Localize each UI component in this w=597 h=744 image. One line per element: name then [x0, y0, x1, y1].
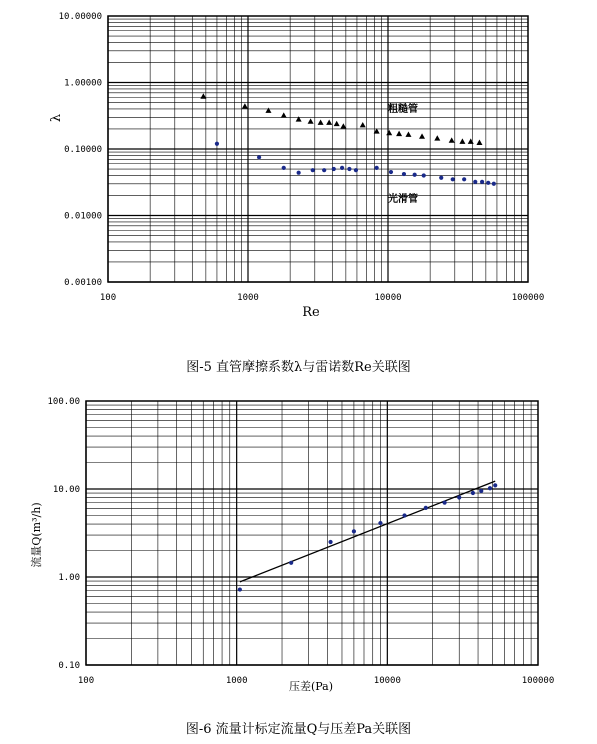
- fig1-series1-point: [439, 176, 443, 180]
- fig1-series1-point: [402, 172, 406, 176]
- fig2-caption: 图-6 流量计标定流量Q与压差Pa关联图: [185, 722, 412, 737]
- fig1-series1-point: [215, 142, 219, 146]
- fig1-ticks: [59, 12, 545, 303]
- fig1-series1-point: [354, 168, 358, 172]
- fig1-series0-point: [242, 103, 248, 108]
- fig2-series0-point: [443, 501, 447, 505]
- fig1-series1-point: [297, 171, 301, 175]
- fig1-series-label-smooth: 光滑管: [388, 194, 418, 205]
- fig2-xtick-label: 100: [77, 676, 95, 686]
- fig1-series0-point: [459, 138, 465, 143]
- fig1-series1-point: [462, 177, 466, 181]
- fig2-plot-frame: [86, 401, 538, 665]
- fig1-series-label-rough: 粗糙管: [388, 104, 418, 115]
- fig1-series1-point: [322, 168, 326, 172]
- fig2-series0-point: [352, 529, 356, 533]
- fig1-series1-point: [486, 181, 490, 185]
- fig1-ylabel: λ: [49, 113, 64, 123]
- fig1-series1-point: [451, 177, 455, 181]
- fig1-series1-point: [311, 168, 315, 172]
- fig1-series1-point: [480, 180, 484, 184]
- fig1-ytick-label: 0.01000: [64, 211, 102, 222]
- fig2-fit-line: [240, 481, 495, 582]
- fig1-marks: [200, 93, 496, 186]
- fig1-xtick-label: 1000: [237, 293, 259, 303]
- fig1-series0-point: [468, 138, 474, 143]
- fig1-ytick-label: 10.00000: [58, 12, 102, 22]
- fig1-series0-point: [405, 132, 411, 137]
- fig2-series0-point: [402, 513, 406, 517]
- fig2-ytick-label: 1.00: [58, 573, 80, 583]
- fig2-xtick-label: 1000: [225, 676, 248, 686]
- fig1-series1-point: [413, 173, 417, 177]
- fig1-ytick-label: 1.00000: [64, 78, 102, 89]
- fig1-series1-point: [473, 180, 477, 184]
- fig2-grid: [86, 401, 538, 665]
- fig2-series0-point: [493, 483, 497, 487]
- fig1-series0-point: [308, 118, 314, 123]
- fig1-xtick-label: 100000: [511, 293, 545, 303]
- friction-factor-chart: [0, 0, 597, 345]
- fig1-series0-point: [340, 123, 346, 128]
- fig2-series0-point: [424, 506, 428, 510]
- fig1-series1-point: [282, 166, 286, 170]
- fig1-series1-point: [340, 166, 344, 170]
- fig1-series0-point: [396, 131, 402, 136]
- fig1-series1-point: [347, 167, 351, 171]
- fig2-series0-point: [488, 486, 492, 490]
- fig1-series0-point: [434, 135, 440, 140]
- fig2-ytick-label: 0.10: [58, 661, 80, 671]
- fig2-series0-point: [289, 561, 293, 565]
- fig1-series0-point: [265, 107, 271, 112]
- fig2-series0-point: [479, 489, 483, 493]
- fig1-caption: 图-5 直管摩擦系数λ与雷诺数Re关联图: [186, 360, 411, 375]
- fig1-series0-point: [449, 137, 455, 142]
- fig2-series0-point: [328, 540, 332, 544]
- fig1-series0-point: [386, 130, 392, 135]
- fig1-series1-point: [492, 182, 496, 186]
- fig1-ytick-label: 0.10000: [64, 145, 102, 155]
- fig2-series0-point: [457, 495, 461, 499]
- fig1-series1-point: [422, 173, 426, 177]
- fig2-xtick-label: 10000: [373, 676, 401, 686]
- fig1-xlabel: Re: [302, 305, 320, 320]
- fig1-series0-point: [326, 120, 332, 125]
- flowmeter-calibration-chart: [0, 385, 597, 710]
- fig2-series0-point: [238, 587, 242, 591]
- fig1-series0-point: [318, 120, 324, 125]
- fig1-series0-point: [476, 140, 482, 145]
- fig1-series1-point: [389, 170, 393, 174]
- fig2-series0-point: [471, 491, 475, 495]
- fig1-series0-point: [200, 93, 206, 98]
- fig1-series0-point: [281, 112, 287, 117]
- fig1-series1-point: [257, 155, 261, 159]
- fig1-xtick-label: 100: [99, 293, 117, 303]
- fig1-series1-point: [375, 166, 379, 170]
- fig2-ytick-label: 100.00: [47, 397, 80, 407]
- fig2-ylabel: 流量Q(m³/h): [30, 502, 43, 568]
- fig2-ytick-label: 10.00: [52, 485, 80, 495]
- fig1-series0-point: [360, 122, 366, 127]
- fig2-series0-point: [378, 521, 382, 525]
- fig1-series0-point: [334, 121, 340, 126]
- fig2-xlabel: 压差(Pa): [288, 680, 334, 693]
- fig1-ytick-label: 0.00100: [64, 278, 102, 288]
- fig1-grid: [108, 16, 528, 282]
- fig1-xtick-label: 10000: [374, 293, 402, 303]
- fig1-series0-point: [419, 133, 425, 138]
- fig2-xtick-label: 100000: [521, 676, 555, 686]
- fig1-series1-point: [332, 167, 336, 171]
